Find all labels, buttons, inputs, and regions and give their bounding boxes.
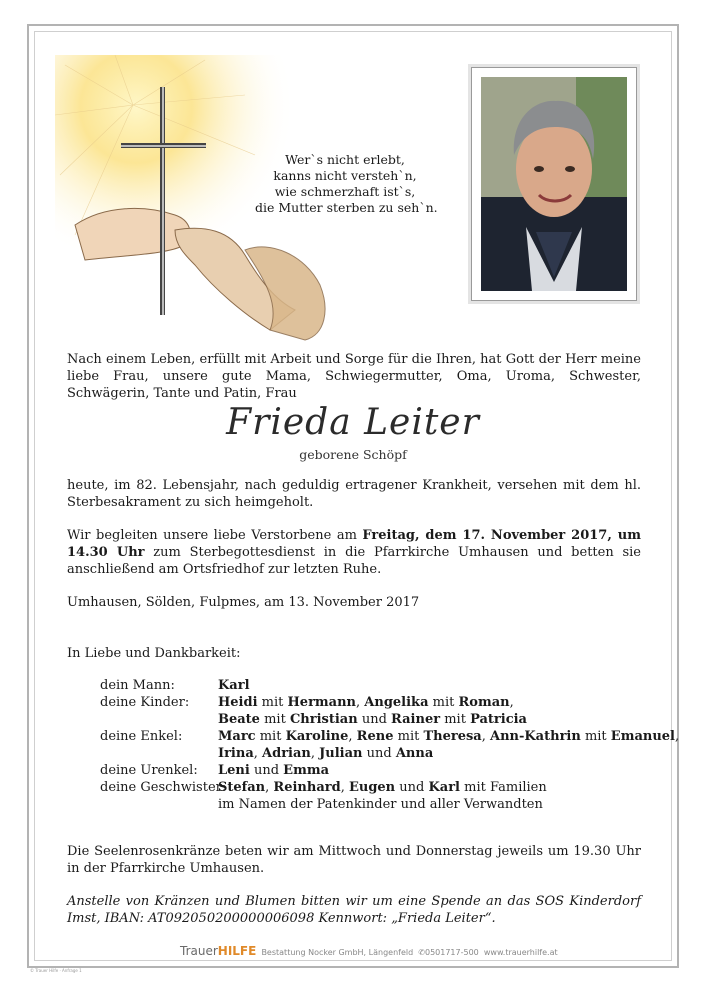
children-line-2: Beate mit Christian und Rainer mit Patricia: [218, 712, 527, 727]
funeral-text: Wir begleiten unsere liebe Verstorbene am Freitag, dem 17. November 2017, um 14.30 Uhr zum Sterbegottesdienst in die Pfarrkirche Umhausen und betten sie anschließend am Ortsfriedhof zur letzten Ruhe.: [67, 528, 641, 577]
siblings: Stefan, Reinhard, Eugen und Karl mit Familien: [218, 780, 547, 795]
grandchildren-line-2: Irina, Adrian, Julian und Anna: [218, 746, 434, 761]
donation-text: Anstelle von Kränzen und Blumen bitten wir um eine Spende an das SOS Kinderdorf Imst, IBAN: AT092050200000006098 Kennwort: „Frieda Leiter“.: [67, 894, 641, 926]
death-text: heute, im 82. Lebensjahr, nach geduldig ertragener Krankheit, versehen mit dem hl. Sterbesakrament zu sich heimgeholt.: [67, 478, 641, 510]
other-relatives: im Namen der Patenkinder und aller Verwandten: [218, 797, 543, 812]
place-date: Umhausen, Sölden, Fulpmes, am 13. November 2017: [67, 595, 420, 610]
rosary-text: Die Seelenrosenkränze beten wir am Mittwoch und Donnerstag jeweils um 19.30 Uhr in der Pfarrkirche Umhausen.: [67, 844, 641, 876]
deceased-name: Frieda Leiter: [226, 402, 480, 443]
company-name: Bestattung Nocker GmbH, Längenfeld: [261, 948, 414, 957]
funeral-date: Freitag, dem 17. November 2017, um 14.30 Uhr: [67, 528, 641, 560]
poem-line: wie schmerzhaft ist`s,: [274, 184, 416, 199]
poem: [255, 152, 438, 216]
intro-text: Nach einem Leben, erfüllt mit Arbeit und Sorge für die Ihren, hat Gott der Herr meine liebe Frau, unsere gute Mama, Schwiegermutter, Oma, Uroma, Schwester, Schwägerin, Tante und Patin, Frau: [67, 352, 641, 401]
trauerhilfe-logo: TrauerHILFE: [180, 944, 257, 958]
gratitude-line: In Liebe und Dankbarkeit:: [67, 646, 241, 661]
portrait-photo: [481, 77, 627, 291]
poem-line: Wer`s nicht erlebt,: [285, 152, 405, 167]
grandchildren-line-1: Marc mit Karoline, Rene mit Theresa, Ann-Kathrin mit Emanuel,: [218, 729, 680, 744]
portrait-frame: [471, 67, 637, 301]
website-link[interactable]: www.trauerhilfe.at: [483, 948, 558, 957]
grandchildren-label: deine Enkel:: [100, 729, 183, 744]
poem-line: kanns nicht versteh`n,: [273, 168, 417, 183]
children-line-1: Heidi mit Hermann, Angelika mit Roman,: [218, 695, 514, 710]
children-label: deine Kinder:: [100, 695, 190, 710]
husband-label: dein Mann:: [100, 678, 175, 693]
siblings-label: deine Geschwister:: [100, 780, 227, 795]
husband-name: Karl: [218, 678, 250, 693]
footer: [180, 944, 558, 958]
maiden-name: geborene Schöpf: [299, 447, 407, 462]
great-grandchildren-label: deine Urenkel:: [100, 763, 198, 778]
poem-line: die Mutter sterben zu seh`n.: [255, 200, 438, 215]
copyright-note: © Trauer Hilfe · Anfrage 1: [30, 968, 82, 973]
phone-number: ✆0501717-500: [418, 948, 479, 957]
great-grandchildren: Leni und Emma: [218, 763, 329, 778]
